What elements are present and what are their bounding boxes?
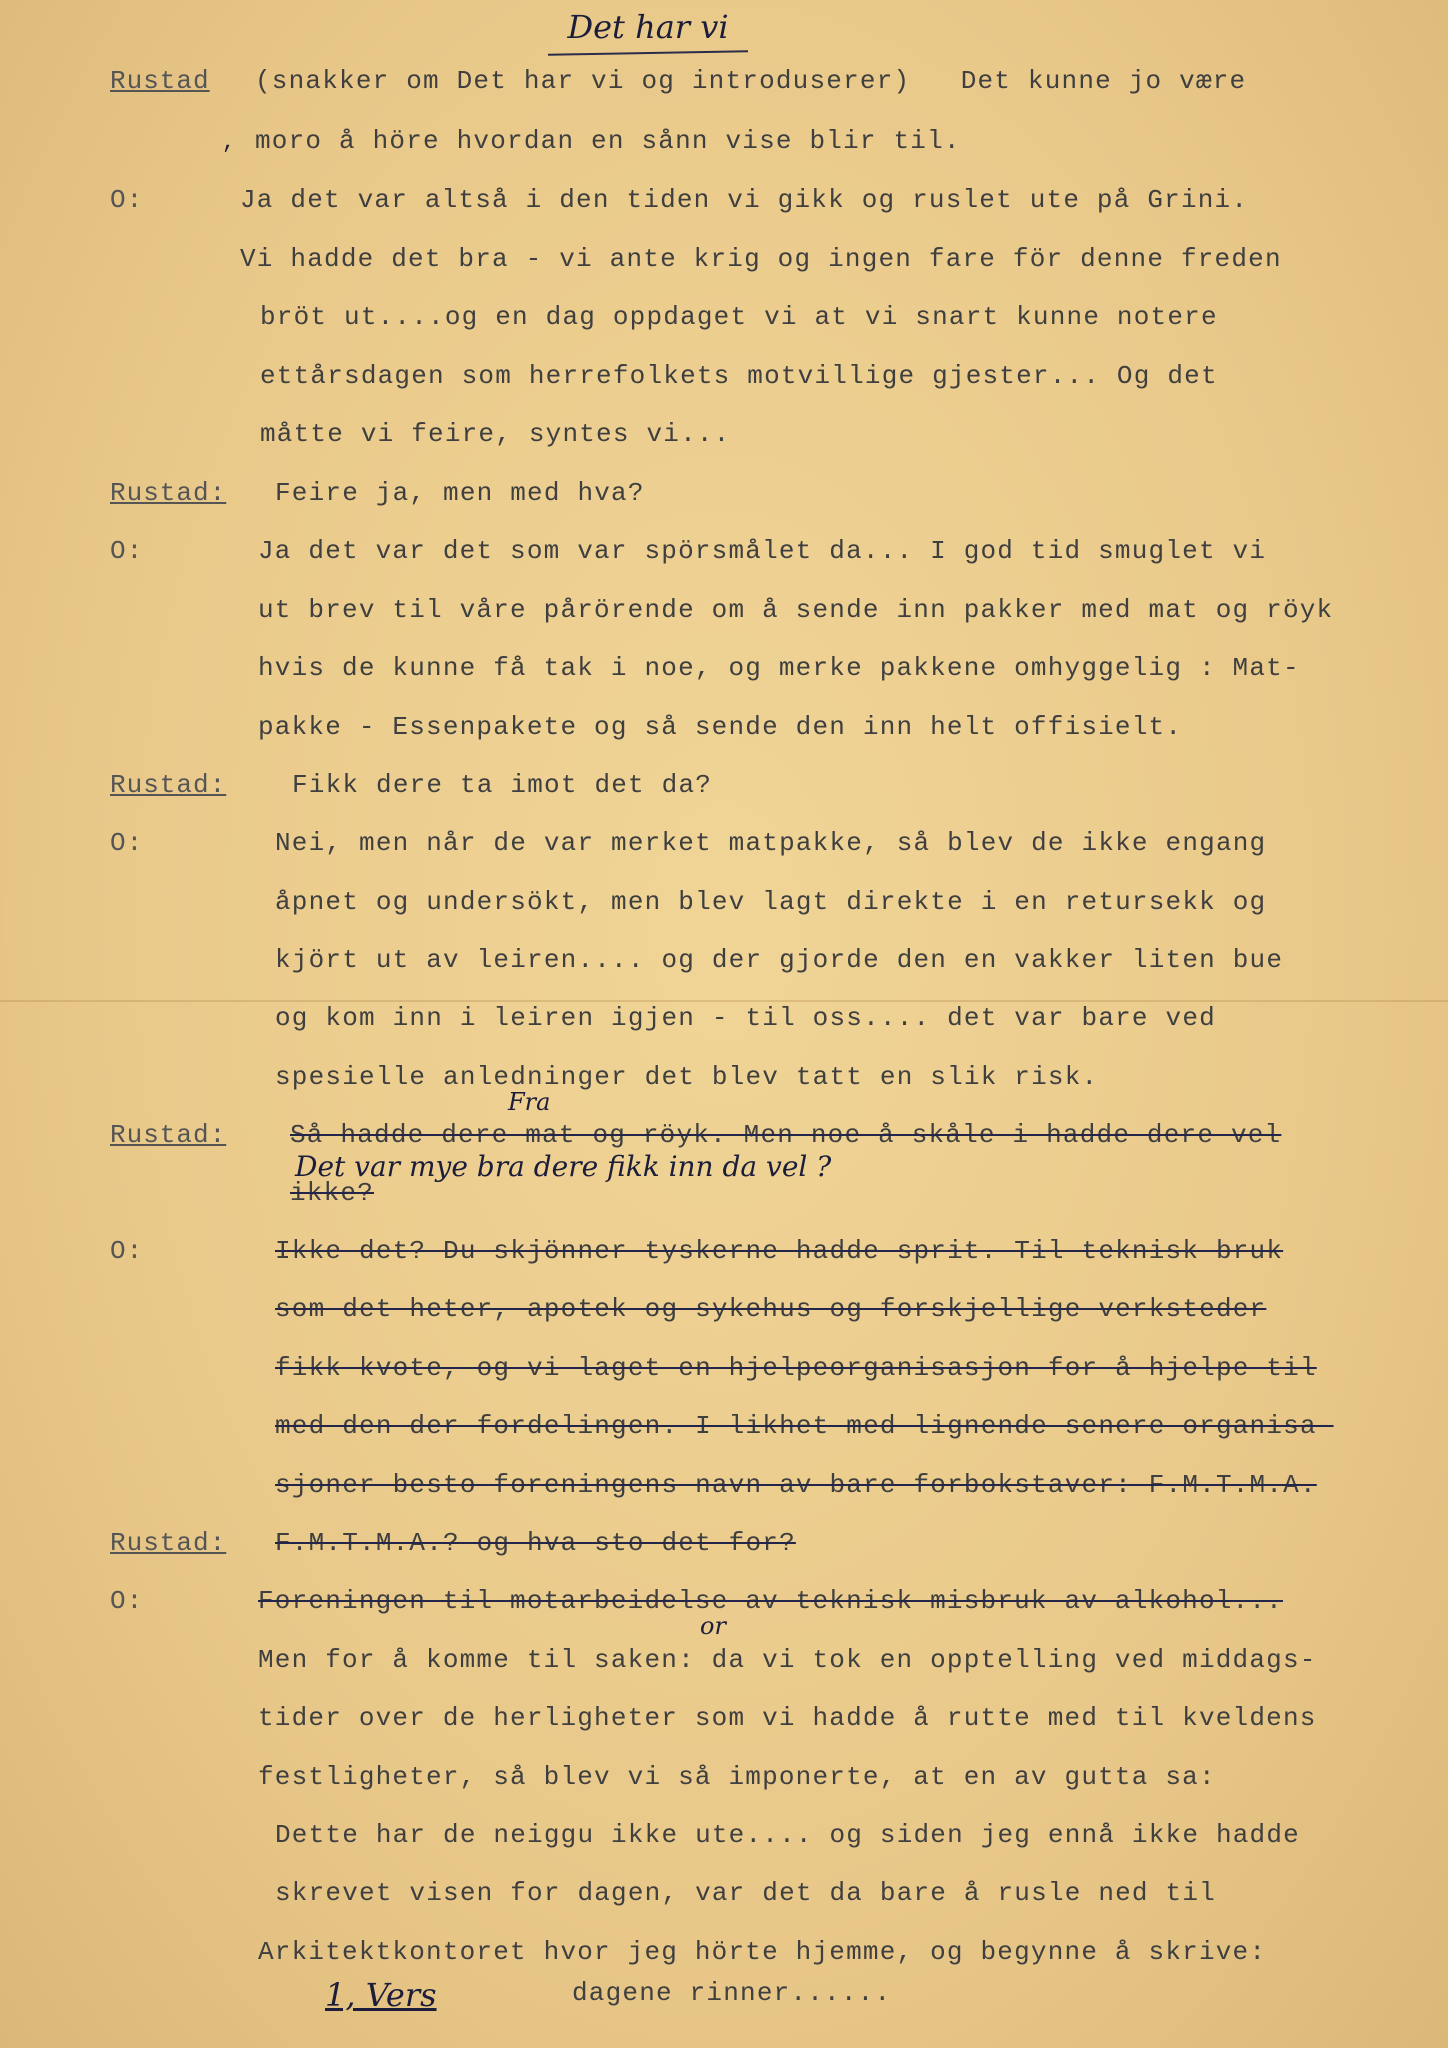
speaker-o: O: <box>110 1586 144 1616</box>
speaker-rustad: Rustad: <box>110 1528 227 1558</box>
text-line: skrevet visen for dagen, var det da bare å rusle ned til <box>275 1878 1216 1908</box>
text-line: åpnet og undersökt, men blev lagt direkte i en retursekk og <box>275 887 1267 917</box>
text-line: (snakker om Det har vi og introduserer) Det kunne jo være <box>255 66 1247 96</box>
struck-text-line: F.M.T.M.A.? og hva sto det for? <box>275 1528 796 1558</box>
speaker-rustad: Rustad: <box>110 478 227 508</box>
struck-text-line: fikk kvote, og vi laget en hjelpeorganisasjon for å hjelpe til <box>275 1353 1317 1383</box>
fold-crease <box>0 1000 1448 1002</box>
handwritten-title: Det har vi <box>567 8 729 46</box>
struck-text-line: med den der fordelingen. I likhet med lignende senere organisa- <box>275 1411 1334 1441</box>
caret-mark: , <box>222 130 236 155</box>
text-line: og kom inn i leiren igjen - til oss.... det var bare ved <box>275 1003 1216 1033</box>
speaker-rustad: Rustad: <box>110 1120 227 1150</box>
text-line: festligheter, så blev vi så imponerte, at en av gutta sa: <box>258 1762 1216 1792</box>
speaker-o: O: <box>110 185 144 215</box>
text-line: ut brev til våre pårörende om å sende inn pakker med mat og röyk <box>258 595 1334 625</box>
text-line: Nei, men når de var merket matpakke, så blev de ikke engang <box>275 828 1267 858</box>
speaker-o: O: <box>110 536 144 566</box>
struck-text-line: Foreningen til motarbeidelse av teknisk misbruk av alkohol... <box>258 1586 1283 1616</box>
text-line: Ja det var altså i den tiden vi gikk og ruslet ute på Grini. <box>240 185 1249 215</box>
text-line: Ja det var det som var spörsmålet da... I god tid smuglet vi <box>258 536 1267 566</box>
text-line: kjört ut av leiren.... og der gjorde den en vakker liten bue <box>275 945 1284 975</box>
text-line: Arkitektkontoret hvor jeg hörte hjemme, og begynne å skrive: <box>258 1937 1267 1967</box>
text-line: Vi hadde det bra - vi ante krig og ingen fare för denne freden <box>240 244 1282 274</box>
handwritten-verse-label: 1, Vers <box>325 1976 437 2014</box>
text-line: spesielle anledninger det blev tatt en slik risk. <box>275 1062 1099 1092</box>
text-line: dagene rinner...... <box>572 1978 892 2008</box>
text-line: ettårsdagen som herrefolkets motvillige gjester... Og det <box>260 361 1218 391</box>
struck-text-line: ikke? <box>290 1178 375 1208</box>
handwritten-insertion-or: or <box>700 1612 726 1640</box>
speaker-rustad: Rustad: <box>110 770 227 800</box>
speaker-o: O: <box>110 1236 144 1266</box>
text-line: moro å höre hvordan en sånn vise blir til. <box>255 126 961 156</box>
text-line: tider over de herligheter som vi hadde å rutte med til kveldens <box>258 1703 1317 1733</box>
text-line: pakke - Essenpakete og så sende den inn helt offisielt. <box>258 712 1183 742</box>
struck-text-line: sjoner besto foreningens navn av bare forbokstaver: F.M.T.M.A. <box>275 1470 1317 1500</box>
title-underline <box>548 50 748 55</box>
text-line: Fikk dere ta imot det da? <box>292 770 713 800</box>
handwritten-replacement: Det var mye bra dere fikk inn da vel ? <box>295 1150 832 1183</box>
handwritten-insertion-fra: Fra <box>508 1088 551 1116</box>
text-line: bröt ut....og en dag oppdaget vi at vi snart kunne notere <box>260 302 1218 332</box>
text-line: hvis de kunne få tak i noe, og merke pakkene omhyggelig : Mat- <box>258 653 1300 683</box>
text-line: Men for å komme til saken: da vi tok en opptelling ved middags- <box>258 1645 1317 1675</box>
text-line: Feire ja, men med hva? <box>275 478 645 508</box>
struck-text-line: Så hadde dere mat og röyk. Men noe å skåle i hadde dere vel <box>290 1120 1282 1150</box>
speaker-o: O: <box>110 828 144 858</box>
struck-text-line: som det heter, apotek og sykehus og forskjellige verksteder <box>275 1294 1267 1324</box>
speaker-rustad: Rustad <box>110 66 210 96</box>
struck-text-line: Ikke det? Du skjönner tyskerne hadde sprit. Til teknisk bruk <box>275 1236 1284 1266</box>
text-line: måtte vi feire, syntes vi... <box>260 419 731 449</box>
text-line: Dette har de neiggu ikke ute.... og siden jeg ennå ikke hadde <box>275 1820 1300 1850</box>
